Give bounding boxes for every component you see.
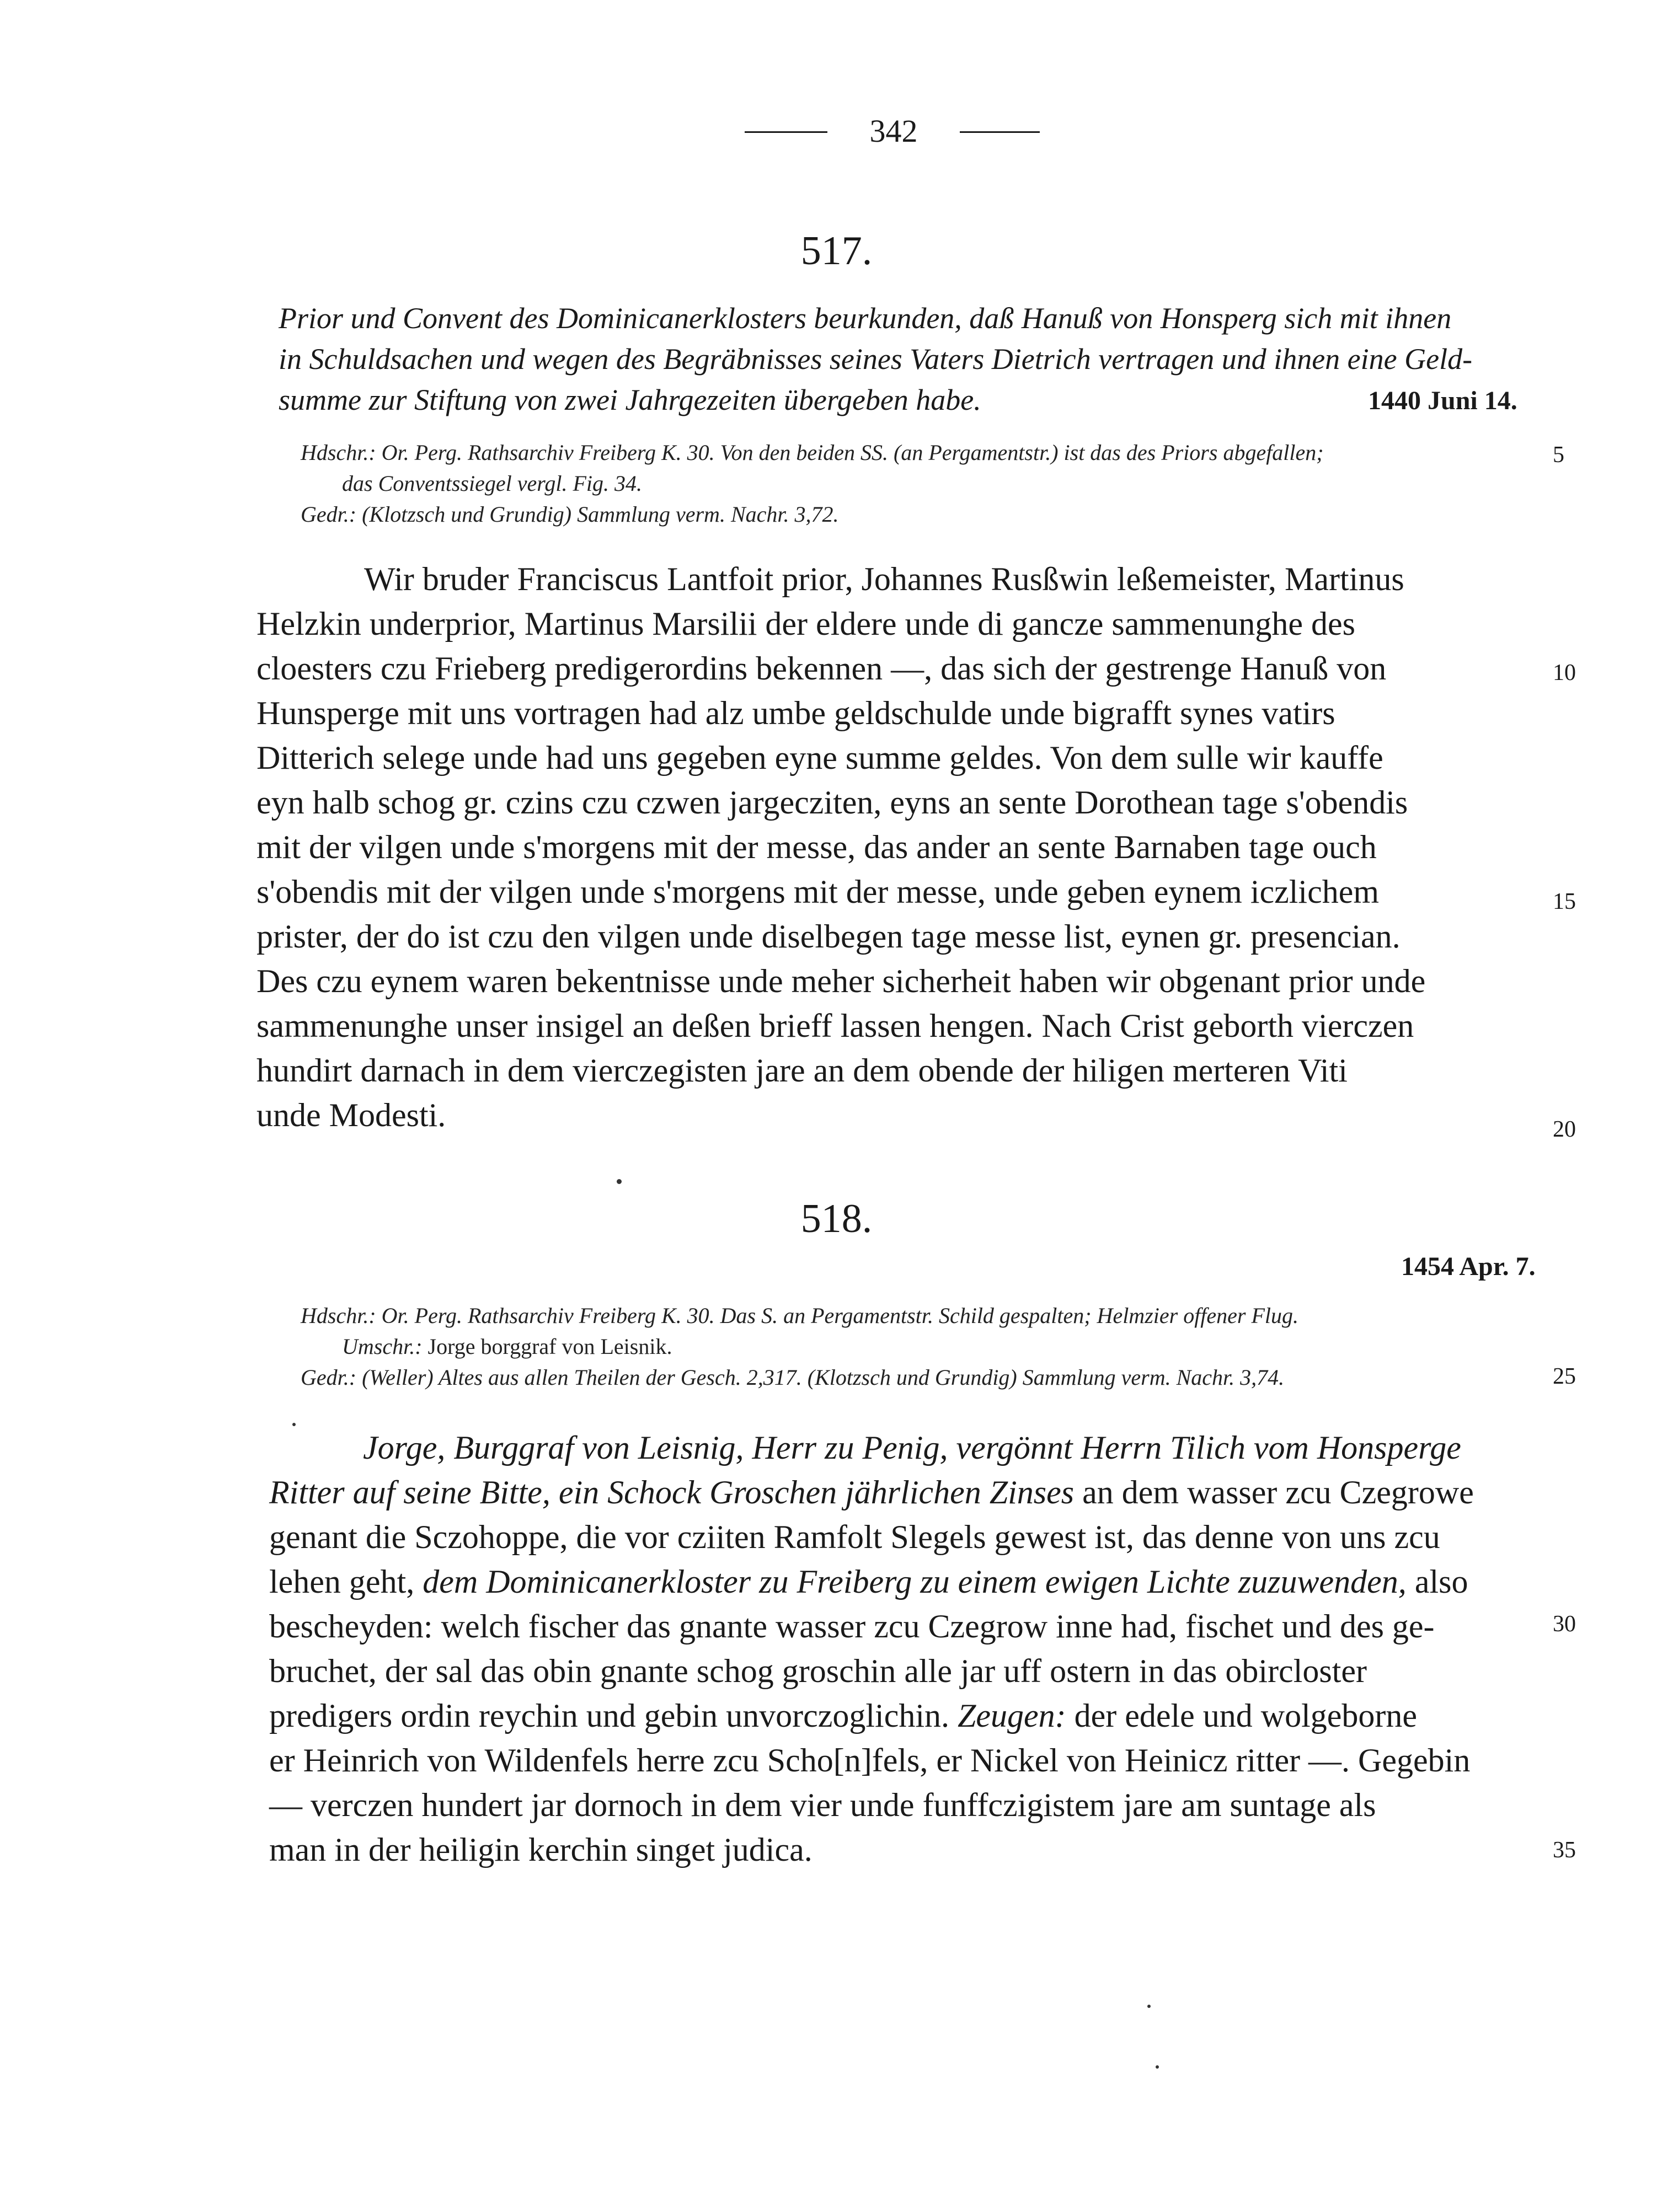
body-line: s'obendis mit der vilgen unde s'morgens mit der messe, unde geben eynem iczlichem — [256, 874, 1380, 910]
margin-line-number: 5 — [1553, 442, 1564, 468]
note-label: Umschr.: — [342, 1334, 423, 1359]
text-segment: lehen geht, — [269, 1563, 423, 1600]
margin-line-number: 10 — [1553, 660, 1576, 685]
text-segment: der edele und wolgeborne — [1066, 1697, 1418, 1734]
text-segment: an dem wasser zcu Czegrowe — [1074, 1474, 1474, 1511]
body-line: prister, der do ist czu den vilgen unde diselbegen tage messe list, eynen gr. presencian. — [256, 918, 1401, 955]
italic-segment: Ritter auf seine Bitte, ein Schock Groschen jährlichen Zinses — [269, 1474, 1075, 1511]
body-line: Ditterich selege unde had uns gegeben eyne summe geldes. Von dem sulle wir kauffe — [256, 740, 1383, 776]
body-line: bruchet, der sal das obin gnante schog groschin alle jar uff ostern in das obircloster — [269, 1653, 1367, 1689]
note-line: das Conventssiegel vergl. Fig. 34. — [342, 471, 642, 496]
text-segment: also — [1406, 1563, 1468, 1600]
margin-line-number: 25 — [1553, 1364, 1576, 1389]
entry-518-body — [269, 1426, 1549, 1872]
body-line: Jorge, Burggraf von Leisnig, Herr zu Penig, vergönnt Herrn Tilich vom Honsperge — [363, 1429, 1461, 1466]
body-line: hundirt darnach in dem vierczegisten jare an dem obende der hiligen merteren Viti — [256, 1052, 1348, 1089]
margin-line-number: 35 — [1553, 1838, 1576, 1863]
italic-segment: Zeugen: — [958, 1697, 1066, 1734]
regest-line: in Schuldsachen und wegen des Begräbnisses seines Vaters Dietrich vertragen und ihnen eine Geld- — [279, 342, 1473, 376]
note-line: Hdschr.: Or. Perg. Rathsarchiv Freiberg K. 30. Von den beiden SS. (an Pergamentstr.) ist das des Priors abgefallen; — [301, 440, 1324, 465]
entry-518-source-notes — [301, 1300, 1558, 1393]
page-number: 342 — [869, 113, 918, 149]
body-line: man in der heiligin kerchin singet judica. — [269, 1831, 813, 1868]
entry-517-date: 1440 Juni 14. — [1368, 386, 1517, 415]
margin-line-number: 15 — [1553, 889, 1576, 914]
body-line: Wir bruder Franciscus Lantfoit prior, Johannes Rusßwin leßemeister, Martinus — [364, 561, 1404, 597]
italic-segment: dem Dominicanerkloster zu Freiberg zu einem ewigen Lichte zuzuwenden, — [423, 1563, 1407, 1600]
note-legend-text: Jorge borggraf von Leisnik. — [427, 1334, 672, 1359]
note-line — [301, 1331, 1558, 1362]
margin-line-number: 30 — [1553, 1611, 1576, 1637]
body-line: unde Modesti. — [256, 1097, 446, 1133]
print-speck — [617, 1179, 622, 1184]
print-speck — [292, 1423, 296, 1426]
body-line: sammenunghe unser insigel an deßen brieff lassen hengen. Nach Crist geborth vierczen — [256, 1008, 1414, 1044]
entry-517-body — [256, 557, 1547, 1138]
entry-517-regest — [279, 298, 1542, 420]
note-line: Hdschr.: Or. Perg. Rathsarchiv Freiberg K. 30. Das S. an Pergamentstr. Schild gespalten; Helmzier offener Flug. — [301, 1303, 1299, 1328]
header-rule-left — [745, 131, 827, 133]
body-line: mit der vilgen unde s'morgens mit der messe, das ander an sente Barnaben tage ouch — [256, 829, 1377, 865]
entry-517-source-notes — [301, 437, 1558, 530]
body-line: cloesters czu Frieberg predigerordins bekennen —, das sich der gestrenge Hanuß von — [256, 650, 1387, 687]
body-line: Des czu eynem waren bekentnisse unde meher sicherheit haben wir obgenant prior unde — [256, 963, 1426, 999]
regest-line: Prior und Convent des Dominicanerklosters beurkunden, daß Hanuß von Honsperg sich mit ihnen — [279, 302, 1452, 335]
entry-number-517: 517. — [800, 228, 873, 274]
print-speck — [1156, 2065, 1159, 2069]
print-speck — [1147, 2005, 1151, 2008]
note-line: Gedr.: (Klotzsch und Grundig) Sammlung verm. Nachr. 3,72. — [301, 502, 839, 527]
body-line: — verczen hundert jar dornoch in dem vier unde funffczigistem jare am suntage als — [269, 1787, 1376, 1823]
body-line — [269, 1694, 1549, 1738]
note-line: Gedr.: (Weller) Altes aus allen Theilen der Gesch. 2,317. (Klotzsch und Grundig) Sammlung verm. Nachr. 3,74. — [301, 1365, 1285, 1390]
text-segment: predigers ordin reychin und gebin unvorczoglichin. — [269, 1697, 958, 1734]
body-line: eyn halb schog gr. czins czu czwen jargecziten, eyns an sente Dorothean tage s'obendis — [256, 784, 1408, 821]
entry-518-date: 1454 Apr. 7. — [1401, 1252, 1536, 1281]
entry-number-518: 518. — [800, 1196, 873, 1241]
body-line: er Heinrich von Wildenfels herre zcu Scho[n]fels, er Nickel von Heinicz ritter —. Gegebin — [269, 1742, 1471, 1779]
body-line: Helzkin underprior, Martinus Marsilii der eldere unde di gancze sammenunghe des — [256, 606, 1355, 642]
page-header — [0, 109, 1673, 153]
header-rule-right — [960, 131, 1040, 133]
body-line: genant die Sczohoppe, die vor cziiten Ramfolt Slegels gewest ist, das denne von uns zcu — [269, 1519, 1440, 1555]
body-line: Hunsperge mit uns vortragen had alz umbe geldschulde unde bigrafft synes vatirs — [256, 695, 1335, 731]
body-line: bescheyden: welch fischer das gnante wasser zcu Czegrow inne had, fischet und des ge- — [269, 1608, 1435, 1645]
regest-line: summe zur Stiftung von zwei Jahrgezeiten übergeben habe. — [279, 383, 981, 416]
margin-line-number: 20 — [1553, 1117, 1576, 1142]
body-line — [269, 1470, 1549, 1515]
body-line — [269, 1560, 1549, 1604]
